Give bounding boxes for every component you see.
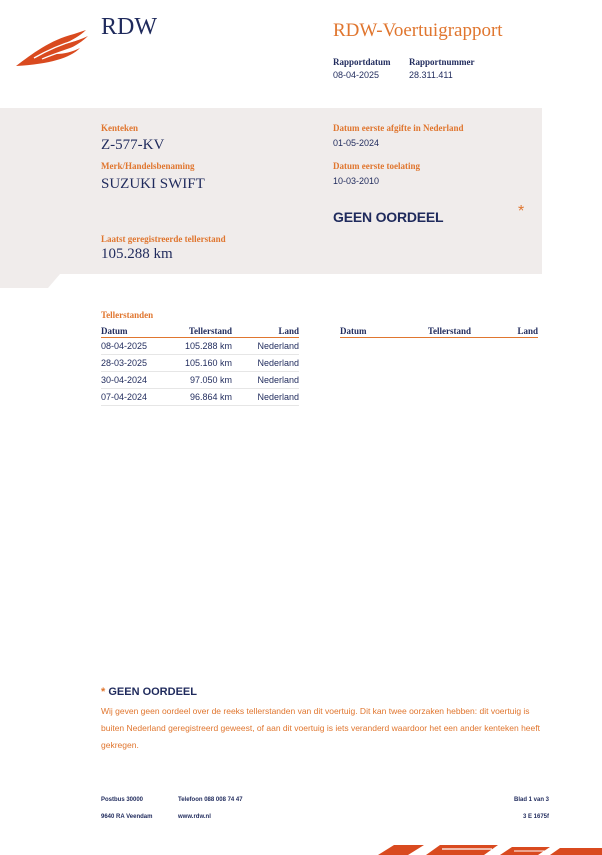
row-tellerstand: 96.864 km [189,392,232,402]
afgifte-label: Datum eerste afgifte in Nederland [333,123,464,133]
rdw-logo-icon [14,28,90,70]
row-land: Nederland [257,358,299,368]
footer-telefoon: Telefoon 088 008 74 47 [178,797,243,803]
row-datum: 30-04-2024 [101,375,148,385]
col-datum: Datum [340,326,367,336]
brand-name: RDW [101,14,157,40]
tellerstand-value: 105.288 km [101,246,173,262]
row-datum: 08-04-2025 [101,341,148,351]
footer-page: Blad 1 van 3 [513,797,549,803]
merk-label: Merk/Handelsbenaming [101,161,195,171]
row-datum: 07-04-2024 [101,392,148,402]
rapportnummer-block [409,57,475,80]
footer-code: 3 E 1675f [522,814,549,820]
col-datum: Datum [101,326,128,336]
tellerstand-label: Laatst geregistreerde tellerstand [101,234,226,244]
merk-value: SUZUKI SWIFT [101,176,205,192]
kenteken-label: Kenteken [101,123,138,133]
row-land: Nederland [257,341,299,351]
table-row [101,338,299,355]
rapportnummer-label: Rapportnummer [409,57,475,67]
note-asterisk: * [101,686,106,698]
verdict-text: GEEN OORDEEL [333,209,444,225]
col-tellerstand: Tellerstand [427,326,471,336]
table-header [340,324,538,338]
tellerstanden-table-left [101,324,299,406]
panel-tail-shape [0,274,60,288]
footer-postbus: Postbus 30000 [101,797,144,803]
afgifte-value: 01-05-2024 [333,138,380,148]
col-land: Land [517,326,538,336]
note-title-text: GEEN OORDEEL [108,686,197,698]
footer-website[interactable]: www.rdw.nl [178,814,211,820]
kenteken-value: Z-577-KV [101,137,165,153]
toelating-label: Datum eerste toelating [333,161,420,171]
decorative-stripes-icon [360,843,602,855]
toelating-value: 10-03-2010 [333,176,380,186]
note-title [101,686,197,698]
report-title: RDW-Voertuigrapport [333,20,503,41]
table-row [101,389,299,406]
rapportnummer-value: 28.311.411 [409,70,453,80]
row-land: Nederland [257,392,299,402]
footer-address: 9640 RA Veendam [101,814,153,820]
row-tellerstand: 97.050 km [189,375,232,385]
rapportdatum-label: Rapportdatum [333,57,391,67]
table-row [101,355,299,372]
rapportdatum-block [333,57,391,80]
row-datum: 28-03-2025 [101,358,148,368]
verdict-asterisk: * [518,203,525,220]
tellerstanden-table-right [340,324,538,338]
row-tellerstand: 105.160 km [184,358,232,368]
col-tellerstand: Tellerstand [188,326,232,336]
table-row [101,372,299,389]
row-tellerstand: 105.288 km [184,341,232,351]
rapportdatum-value: 08-04-2025 [333,70,380,80]
col-land: Land [278,326,299,336]
row-land: Nederland [257,375,299,385]
tellerstanden-title: Tellerstanden [101,310,154,320]
table-header [101,324,299,338]
note-body: Wij geven geen oordeel over de reeks tellerstanden van dit voertuig. Dit kan twee oorzaken hebben: dit voertuig is buiten Nederland geregistreerd geweest, of aan dit voertuig is iets veranderd waardoor het een ander kenteken heeft gekregen. [101,706,540,750]
